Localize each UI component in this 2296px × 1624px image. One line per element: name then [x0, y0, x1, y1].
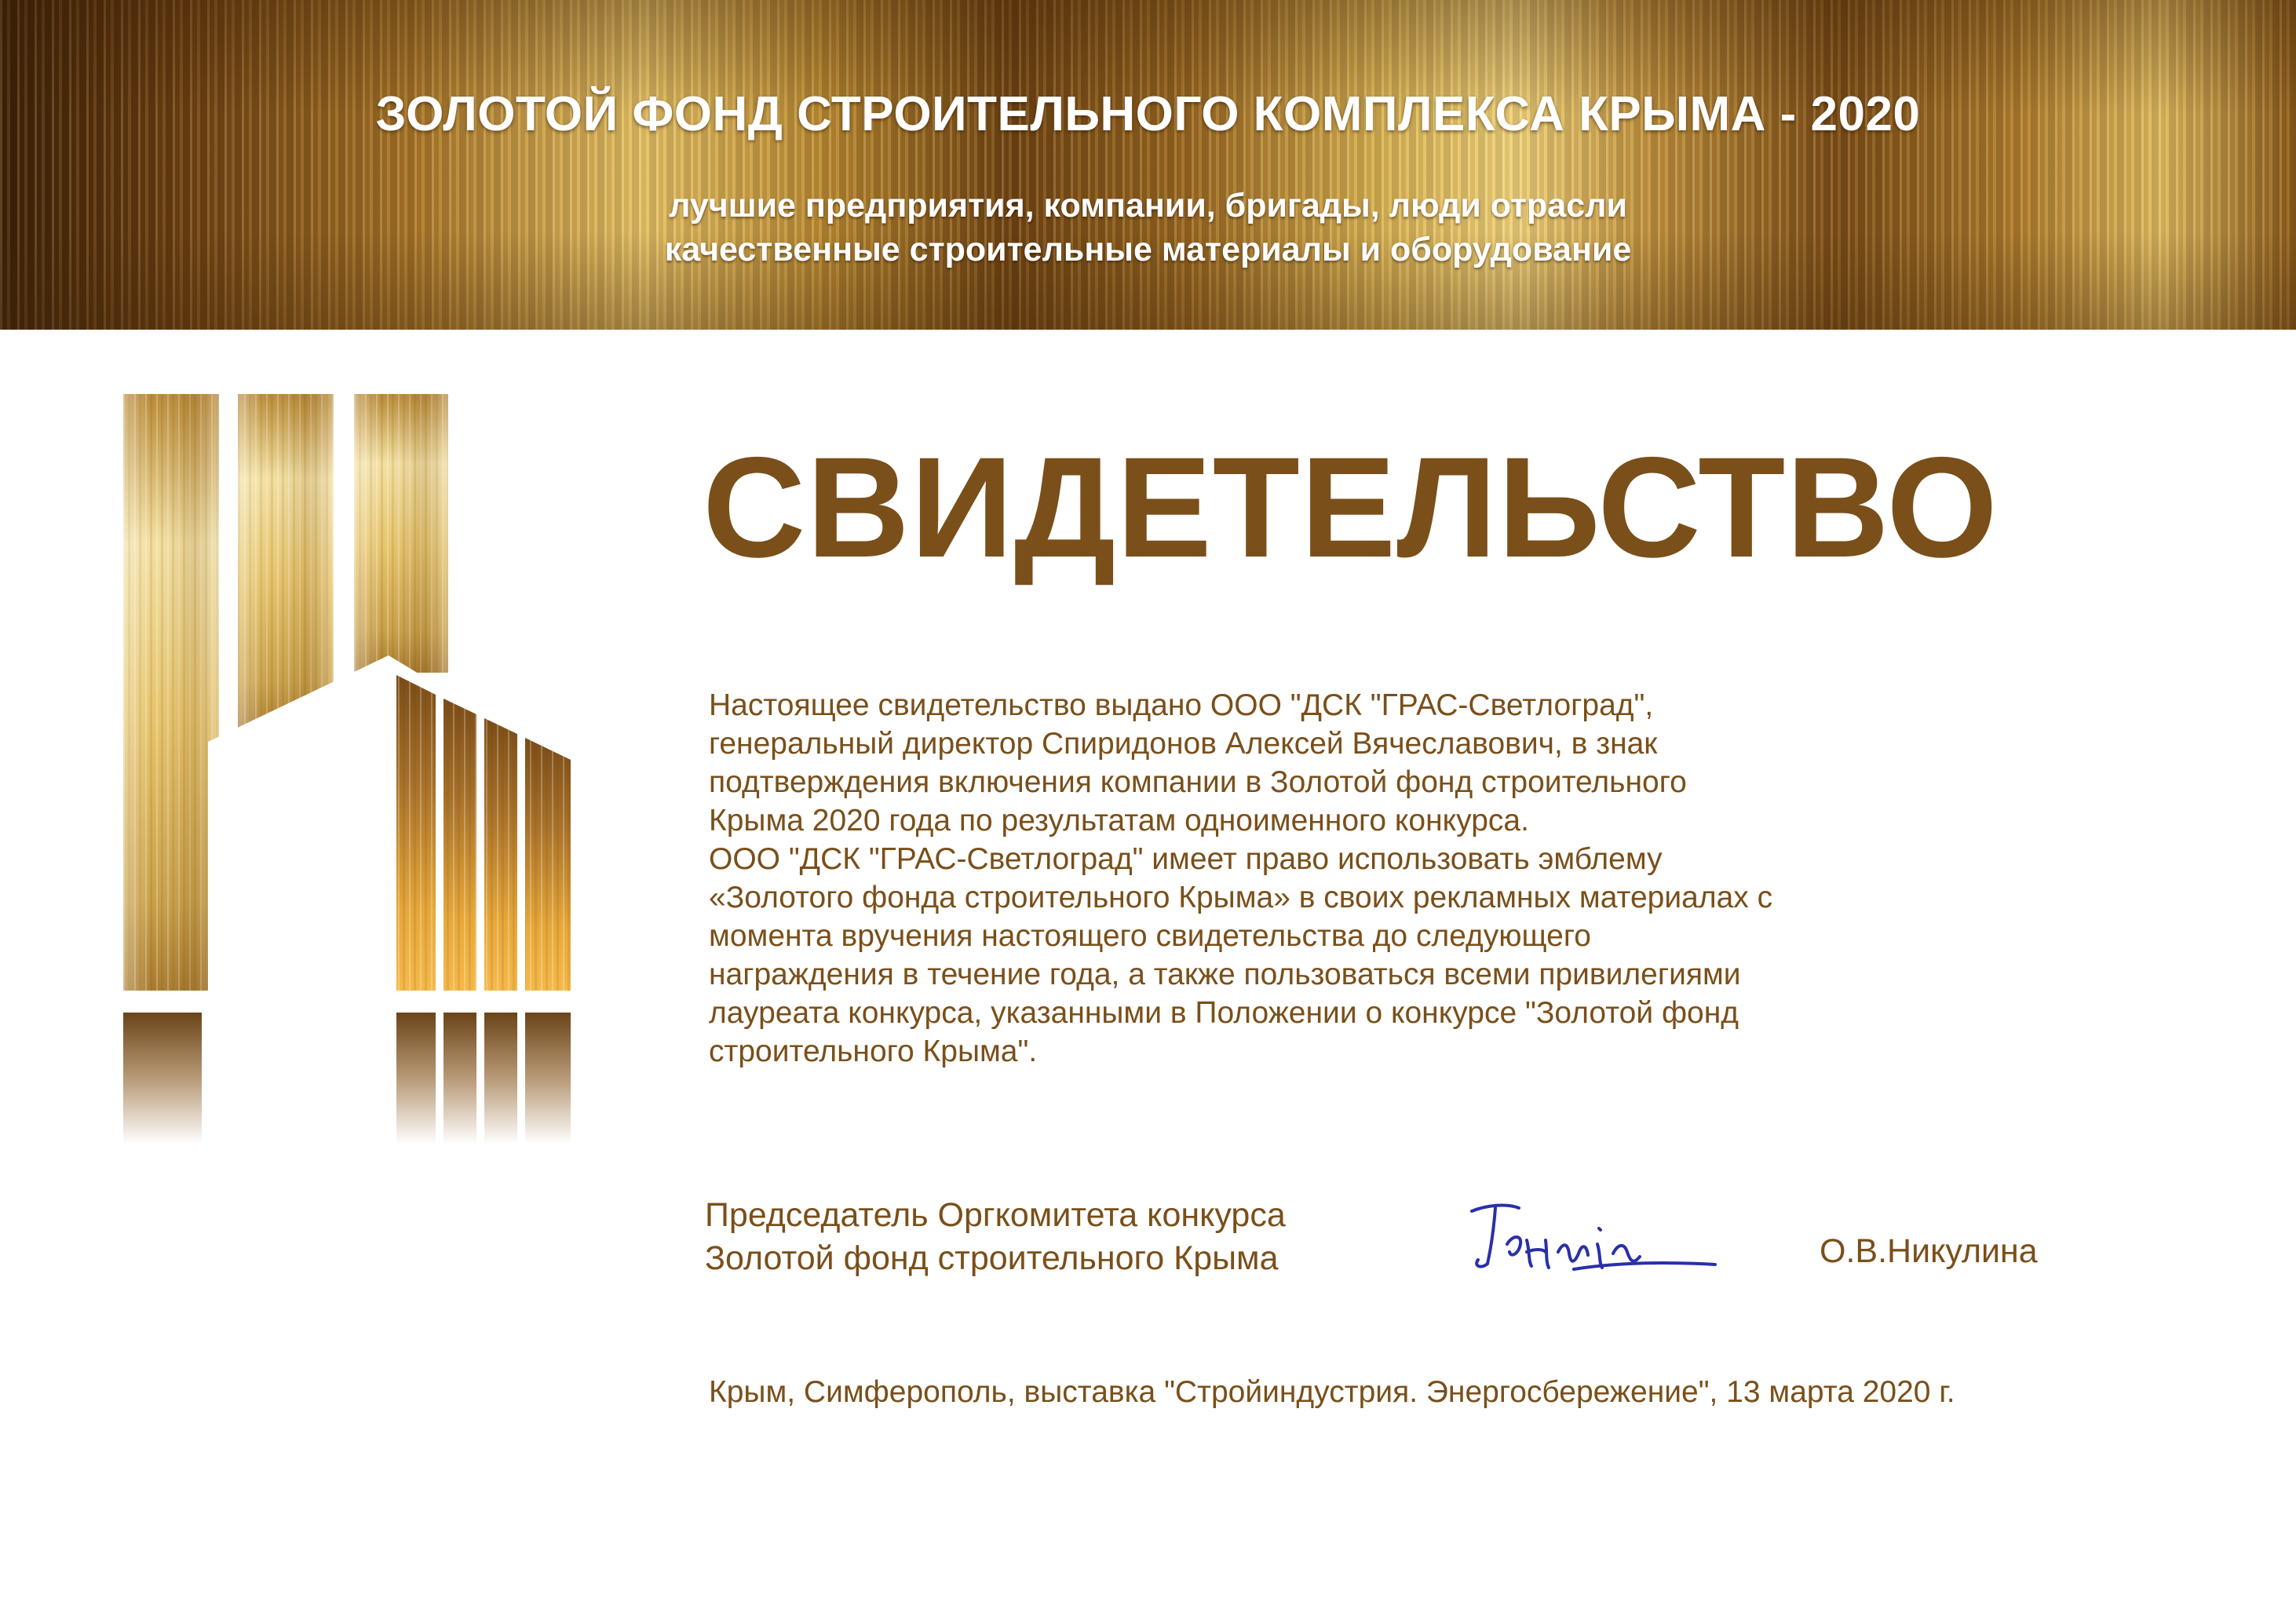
body-line: подтверждения включения компании в Золотой фонд строительного: [709, 765, 1687, 799]
body-line: момента вручения настоящего свидетельства до следующего: [709, 919, 1591, 953]
body-line: «Золотого фонда строительного Крыма» в своих рекламных материалах с: [709, 881, 1773, 914]
body-line: награждения в течение года, а также пользоваться всеми привилегиями: [709, 958, 1741, 991]
signatory-name: О.В.Никулина: [1820, 1232, 2038, 1270]
body-line: лауреата конкурса, указанными в Положении о конкурсе "Золотой фонд: [709, 996, 1739, 1030]
certificate-body: [709, 686, 1980, 1071]
body-line: ООО "ДСК "ГРАС-Светлоград" имеет право использовать эмблему: [709, 842, 1663, 876]
body-line: генеральный директор Спиридонов Алексей Вячеславович, в знак: [709, 727, 1658, 761]
signatory-position-line2: Золотой фонд строительного Крыма: [705, 1239, 1279, 1277]
body-line: Настоящее свидетельство выдано ООО "ДСК "ГРАС-Светлоград",: [709, 688, 1654, 722]
certificate-title: СВИДЕТЕЛЬСТВО: [703, 427, 1999, 587]
body-line: Крыма 2020 года по результатам одноименного конкурса.: [709, 804, 1529, 838]
body-line: строительного Крыма".: [709, 1035, 1038, 1068]
place-date: Крым, Симферополь, выставка "Стройиндустрия. Энергосбережение", 13 марта 2020 г.: [709, 1375, 1955, 1409]
golden-building-emblem-icon: [122, 392, 577, 1146]
banner-subtitle-line1: лучшие предприятия, компании, бригады, люди отрасли: [669, 187, 1627, 224]
header-banner: [0, 0, 2296, 330]
signatory-position-line1: Председатель Оргкомитета конкурса: [705, 1196, 1286, 1234]
banner-subtitle-line2: качественные строительные материалы и оборудование: [664, 231, 1632, 268]
signatory-position: [705, 1194, 1286, 1280]
banner-title: ЗОЛОТОЙ ФОНД СТРОИТЕЛЬНОГО КОМПЛЕКСА КРЫМА - 2020: [375, 87, 1921, 141]
handwritten-signature: [1464, 1197, 1731, 1283]
